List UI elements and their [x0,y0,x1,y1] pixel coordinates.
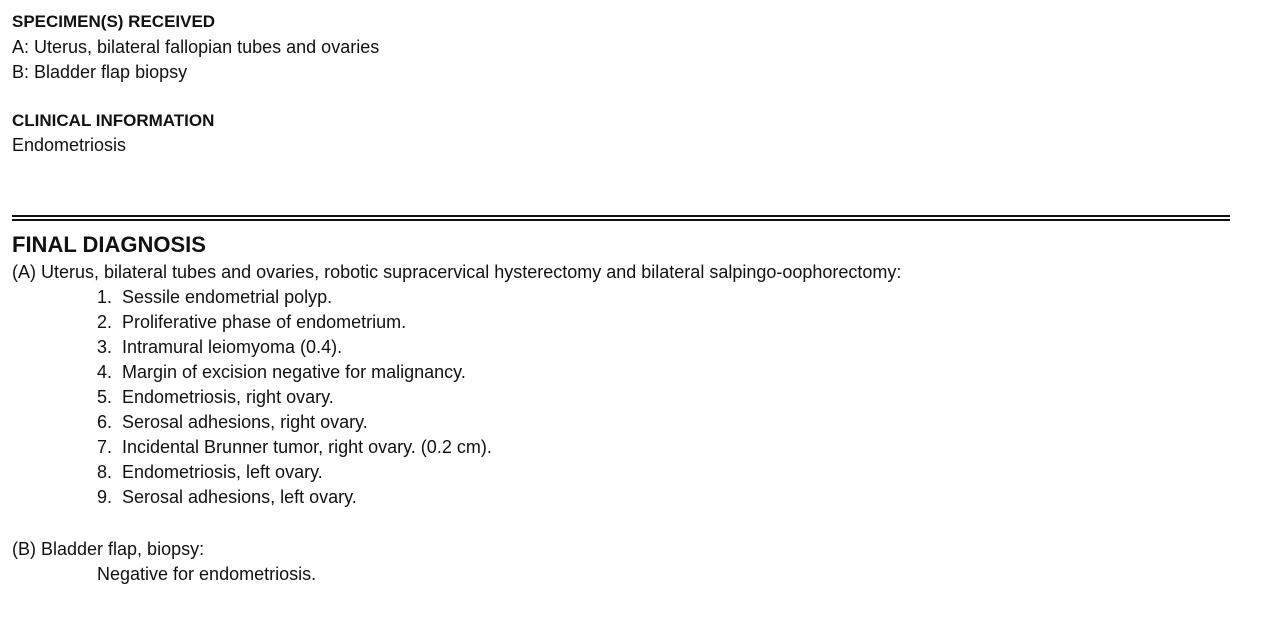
specimen-b: B: Bladder flap biopsy [12,62,188,82]
specimen-a: A: Uterus, bilateral fallopian tubes and ovaries [12,37,380,57]
diagnosis-item [97,485,492,510]
final-diagnosis-heading: FINAL DIAGNOSIS [12,232,206,257]
diagnosis-list [97,285,492,510]
diagnosis-item [97,310,492,335]
diagnosis-number: 1. [97,287,113,307]
diagnosis-text: Endometriosis, left ovary. [122,462,323,482]
part-b-result: Negative for endometriosis. [97,564,317,584]
clinical-info-text: Endometriosis [12,135,127,155]
diagnosis-item [97,285,492,310]
diagnosis-item [97,385,492,410]
diagnosis-text: Sessile endometrial polyp. [122,287,333,307]
part-a-title: (A) Uterus, bilateral tubes and ovaries, robotic supracervical hysterectomy and bilateral salpingo-oophorectomy: [12,262,902,282]
diagnosis-text: Proliferative phase of endometrium. [122,312,407,332]
diagnosis-number: 8. [97,462,113,482]
diagnosis-number: 2. [97,312,113,332]
diagnosis-number: 7. [97,437,113,457]
section-divider-top [12,215,1230,217]
diagnosis-text: Incidental Brunner tumor, right ovary. (0.2 cm). [122,437,492,457]
diagnosis-item [97,360,492,385]
diagnosis-number: 9. [97,487,113,507]
diagnosis-item [97,460,492,485]
diagnosis-text: Intramural leiomyoma (0.4). [122,337,343,357]
diagnosis-text: Endometriosis, right ovary. [122,387,334,407]
clinical-info-heading: CLINICAL INFORMATION [12,111,215,130]
diagnosis-text: Margin of excision negative for malignancy. [122,362,466,382]
diagnosis-number: 3. [97,337,113,357]
diagnosis-text: Serosal adhesions, left ovary. [122,487,357,507]
diagnosis-item [97,410,492,435]
diagnosis-item [97,435,492,460]
diagnosis-text: Serosal adhesions, right ovary. [122,412,368,432]
section-divider-bottom [12,219,1230,221]
diagnosis-number: 6. [97,412,113,432]
diagnosis-item [97,335,492,360]
diagnosis-number: 4. [97,362,113,382]
specimens-heading: SPECIMEN(S) RECEIVED [12,12,216,31]
diagnosis-number: 5. [97,387,113,407]
part-b-title: (B) Bladder flap, biopsy: [12,539,205,559]
